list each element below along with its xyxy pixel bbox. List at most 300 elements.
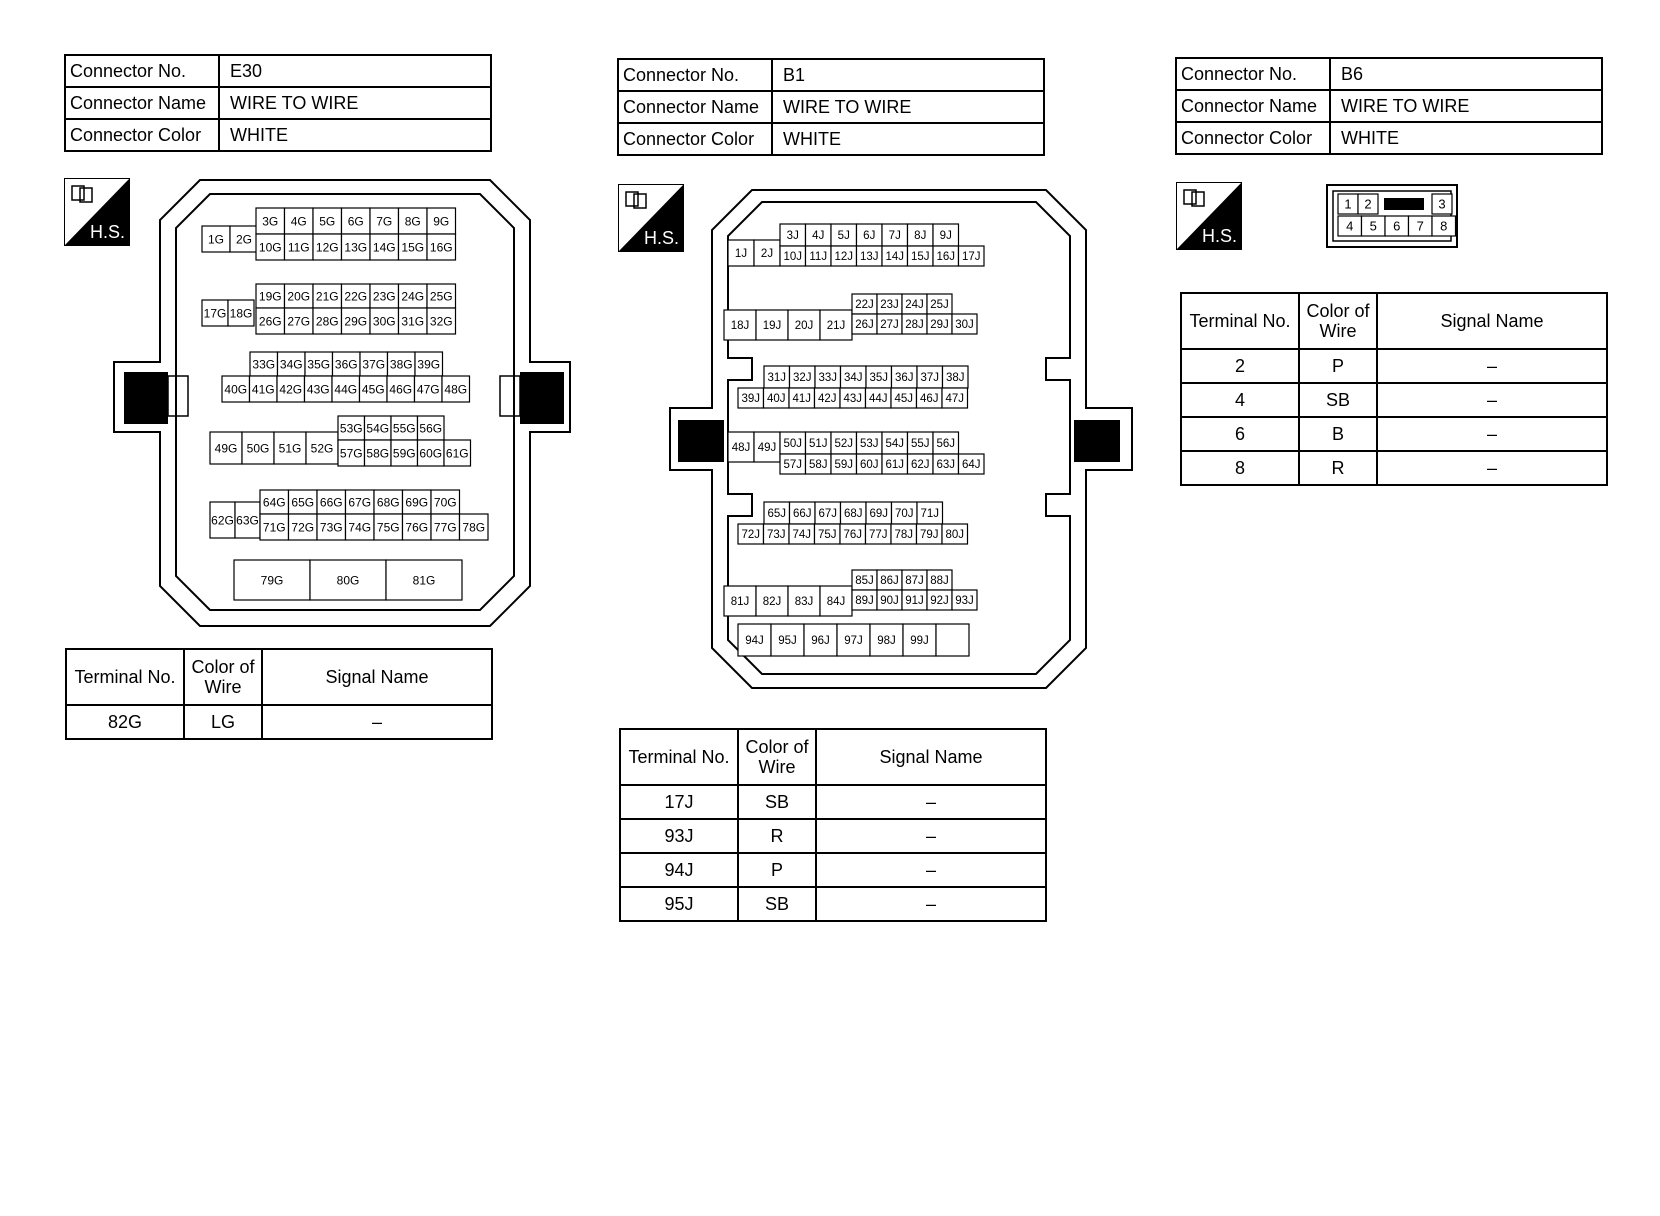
pin-label: 1J — [734, 248, 748, 261]
pin-cell — [370, 308, 399, 334]
pin-label: 5J — [837, 230, 850, 243]
pin-cell — [788, 310, 820, 340]
table-row — [620, 785, 1046, 819]
connector-no-label: Connector No. — [618, 59, 772, 91]
pin-label: 32J — [792, 372, 812, 385]
pin-label: 43G — [306, 382, 330, 397]
pin-label: 74J — [792, 529, 812, 542]
pin-cell — [903, 624, 936, 656]
signal-name-cell: – — [816, 887, 1046, 921]
pin-label: 68J — [843, 508, 863, 521]
pin-cell — [313, 308, 342, 334]
pin-label: 39G — [417, 357, 441, 372]
pin-label: 98J — [877, 635, 896, 648]
pin-label: 19J — [762, 320, 782, 333]
pin-label: 31G — [401, 314, 425, 329]
pin-label: 65J — [767, 508, 787, 521]
pin-cell — [342, 234, 371, 260]
pin-label: 27G — [287, 314, 311, 329]
pin-cell — [289, 490, 318, 514]
pin-label: 57J — [783, 459, 803, 472]
connector-color-value: WHITE — [219, 119, 491, 151]
pin-label: 8J — [914, 230, 927, 243]
pin-label: 62J — [910, 459, 930, 472]
pin-cell — [332, 376, 360, 402]
pin-cell — [313, 208, 342, 234]
pin-cell — [427, 208, 456, 234]
pin-cell — [927, 314, 952, 334]
signal-name-header: Signal Name — [1377, 293, 1607, 349]
pin-cell — [841, 366, 867, 388]
pin-cell — [754, 240, 780, 266]
pin-label: 28G — [315, 314, 339, 329]
pin-cell — [360, 376, 388, 402]
pin-label: 50G — [246, 441, 270, 456]
pin-cell — [806, 224, 832, 246]
pin-label: 86J — [880, 575, 899, 588]
pin-label: 20J — [794, 320, 814, 333]
pin-cell — [841, 502, 867, 524]
pin-cell — [764, 502, 790, 524]
pin-cell — [877, 314, 902, 334]
pin-cell — [415, 352, 443, 376]
pin-cell — [235, 502, 260, 538]
pin-label: 54J — [885, 438, 905, 451]
pin-label: 72G — [291, 520, 315, 535]
pin-label: 4 — [1346, 218, 1354, 234]
pin-cell — [870, 624, 903, 656]
pin-label: 80G — [336, 573, 360, 588]
pin-cell — [444, 440, 471, 466]
pin-cell — [780, 246, 806, 266]
pin-label: 74G — [348, 520, 372, 535]
pin-cell — [877, 294, 902, 314]
pin-label: 10G — [258, 240, 282, 255]
pin-label: 47J — [945, 393, 965, 406]
pin-cell — [399, 208, 428, 234]
pin-cell — [852, 314, 877, 334]
connector-name-label: Connector Name — [65, 87, 219, 119]
pin-label: 12G — [315, 240, 339, 255]
pin-cell — [908, 454, 934, 474]
pin-cell — [917, 502, 943, 524]
pin-grid-e30 — [202, 208, 488, 600]
table-row — [1181, 349, 1607, 383]
pin-label: 32G — [429, 314, 453, 329]
pin-cell — [210, 502, 235, 538]
pin-cell — [391, 440, 418, 466]
pin-label: 46G — [389, 382, 413, 397]
pin-label: 97J — [844, 635, 863, 648]
pin-label: 34J — [843, 372, 863, 385]
pin-label: 13J — [859, 251, 879, 264]
pin-label: 77J — [868, 529, 888, 542]
terminal-table-e30 — [65, 648, 493, 740]
pin-cell — [222, 376, 250, 402]
pin-cell — [202, 300, 228, 326]
pin-label: 29G — [344, 314, 368, 329]
terminal-no-header: Terminal No. — [1181, 293, 1299, 349]
pin-cell — [892, 366, 918, 388]
pin-label: 59G — [392, 446, 416, 461]
table-row — [620, 887, 1046, 921]
pin-label: 87J — [905, 575, 924, 588]
pin-label: 38G — [389, 357, 413, 372]
terminal-no-cell: 82G — [66, 705, 184, 739]
pin-cell — [780, 432, 806, 454]
terminal-no-header: Terminal No. — [66, 649, 184, 705]
table-row — [66, 705, 492, 739]
pin-label: 54G — [366, 421, 390, 436]
pin-label: 3J — [786, 230, 799, 243]
pin-cell — [840, 524, 866, 544]
pin-cell — [1432, 216, 1456, 236]
pin-cell — [1409, 216, 1433, 236]
pin-label: 6 — [1393, 218, 1401, 234]
pin-label: 88J — [930, 575, 949, 588]
pin-cell — [387, 376, 415, 402]
pin-cell — [370, 284, 399, 308]
wire-color-cell: P — [1299, 349, 1377, 383]
table-row — [620, 819, 1046, 853]
wire-color-cell: R — [738, 819, 816, 853]
pin-label: 1G — [207, 232, 225, 247]
pin-cell — [908, 224, 934, 246]
pin-cell — [789, 388, 815, 408]
table-row — [1181, 417, 1607, 451]
pin-cell — [933, 246, 959, 266]
pin-label: 5 — [1369, 218, 1377, 234]
pin-label: 18J — [730, 320, 750, 333]
pin-cell — [815, 502, 841, 524]
pin-label: 7 — [1416, 218, 1424, 234]
pin-cell — [365, 440, 392, 466]
pin-cell — [902, 314, 927, 334]
pin-label: 15J — [910, 251, 930, 264]
pin-cell — [285, 284, 314, 308]
pin-cell — [952, 590, 977, 610]
pin-cell — [917, 388, 943, 408]
pin-cell — [959, 246, 985, 266]
pin-label: 30G — [372, 314, 396, 329]
pin-label: 38J — [945, 372, 965, 385]
pin-cell — [724, 586, 756, 616]
pin-cell — [882, 432, 908, 454]
pin-label: 94J — [745, 635, 764, 648]
pin-cell — [1338, 194, 1358, 214]
pin-label: 55G — [392, 421, 416, 436]
signal-name-cell: – — [816, 819, 1046, 853]
pin-cell — [338, 416, 365, 440]
pin-label: 24G — [401, 289, 425, 304]
pin-cell — [306, 432, 338, 464]
pin-cell — [804, 624, 837, 656]
pin-cell — [892, 502, 918, 524]
pin-label: 34G — [279, 357, 303, 372]
pin-label: 30J — [955, 319, 974, 332]
connector-no-label: Connector No. — [65, 55, 219, 87]
pin-cell — [386, 560, 462, 600]
pin-cell — [230, 226, 258, 252]
pin-label: 15G — [401, 240, 425, 255]
pin-cell — [370, 208, 399, 234]
terminal-no-cell: 6 — [1181, 417, 1299, 451]
terminal-no-cell: 93J — [620, 819, 738, 853]
pin-cell — [840, 388, 866, 408]
color-of-wire-header: Color of Wire — [184, 649, 262, 705]
pin-label: 64G — [262, 495, 286, 510]
signal-name-header: Signal Name — [816, 729, 1046, 785]
pin-cell — [857, 224, 883, 246]
pin-cell — [866, 388, 892, 408]
pin-cell — [431, 490, 460, 514]
pin-label: 22J — [855, 299, 874, 312]
pin-label: 67J — [818, 508, 838, 521]
signal-name-cell: – — [1377, 383, 1607, 417]
pin-label: 79G — [260, 573, 284, 588]
pin-cell — [806, 432, 832, 454]
pin-label: 23J — [880, 299, 899, 312]
pin-label: 27J — [880, 319, 899, 332]
pin-label: 43J — [843, 393, 863, 406]
pin-cell — [857, 454, 883, 474]
pin-cell — [877, 590, 902, 610]
color-of-wire-header: Color of Wire — [1299, 293, 1377, 349]
pin-label: 51J — [808, 438, 828, 451]
pin-label: 53J — [859, 438, 879, 451]
pin-label: 19G — [258, 289, 282, 304]
pin-label: 95J — [778, 635, 797, 648]
pin-label: 73G — [319, 520, 343, 535]
pin-cell — [313, 234, 342, 260]
pin-grid-b6 — [1338, 194, 1456, 236]
pin-cell — [837, 624, 870, 656]
pin-label: 66J — [792, 508, 812, 521]
pin-label: 83J — [794, 596, 814, 609]
pin-cell — [256, 308, 285, 334]
pin-cell — [234, 560, 310, 600]
pin-label: 9J — [939, 230, 952, 243]
pin-cell — [902, 294, 927, 314]
pin-cell — [250, 352, 278, 376]
pin-cell — [780, 224, 806, 246]
pin-label: 76G — [405, 520, 429, 535]
pin-cell — [877, 570, 902, 590]
pin-cell — [256, 284, 285, 308]
connector-info-table-b6 — [1175, 57, 1603, 155]
pin-label: 41G — [251, 382, 275, 397]
pin-cell — [346, 514, 375, 540]
pin-cell — [285, 208, 314, 234]
pin-label: 53G — [339, 421, 363, 436]
pin-cell — [342, 208, 371, 234]
pin-cell — [738, 388, 764, 408]
pin-cell — [933, 454, 959, 474]
pin-label: 49G — [214, 441, 238, 456]
pin-label: 17J — [961, 251, 981, 264]
pin-cell — [365, 416, 392, 440]
harness-side-icon — [1176, 182, 1242, 250]
pin-label: 50J — [783, 438, 803, 451]
pin-label: 58J — [808, 459, 828, 472]
pin-cell — [427, 234, 456, 260]
pin-cell — [866, 524, 892, 544]
pin-cell — [917, 366, 943, 388]
pin-cell — [256, 208, 285, 234]
pin-cell — [418, 440, 445, 466]
wire-color-cell: B — [1299, 417, 1377, 451]
pin-cell — [1358, 194, 1378, 214]
pin-cell — [228, 300, 254, 326]
pin-cell — [418, 416, 445, 440]
pin-label: 79J — [919, 529, 939, 542]
pin-label: 81G — [412, 573, 436, 588]
pin-cell — [780, 454, 806, 474]
pin-cell — [933, 432, 959, 454]
pin-label: 66G — [319, 495, 343, 510]
hs-label: H.S. — [1202, 226, 1238, 246]
pin-cell — [1362, 216, 1386, 236]
connector-face-b6 — [1326, 184, 1460, 250]
connector-name-value: WIRE TO WIRE — [1330, 90, 1602, 122]
connector-no-value: B6 — [1330, 58, 1602, 90]
pin-label: 85J — [855, 575, 874, 588]
pin-label: 73J — [766, 529, 786, 542]
pin-cell — [936, 624, 969, 656]
wire-color-cell: R — [1299, 451, 1377, 485]
connector-color-label: Connector Color — [618, 123, 772, 155]
pin-label: 48G — [444, 382, 468, 397]
pin-label: 58G — [366, 446, 390, 461]
pin-label: 6J — [863, 230, 876, 243]
terminal-table-b6 — [1180, 292, 1608, 486]
pin-cell — [1385, 216, 1409, 236]
pin-label: 51G — [278, 441, 302, 456]
pin-cell — [427, 308, 456, 334]
connector-face-e30 — [110, 176, 580, 636]
connector-face-b1 — [666, 188, 1136, 698]
pin-cell — [431, 514, 460, 540]
pin-label: 44J — [868, 393, 888, 406]
pin-label: 41J — [792, 393, 812, 406]
pin-cell — [285, 234, 314, 260]
pin-label: 5G — [319, 214, 336, 229]
pin-cell — [917, 524, 943, 544]
pin-label: 69G — [405, 495, 429, 510]
pin-label: 3G — [262, 214, 279, 229]
polarity-key — [1384, 198, 1424, 210]
pin-cell — [927, 590, 952, 610]
pin-label: 71J — [920, 508, 940, 521]
connector-color-label: Connector Color — [65, 119, 219, 151]
terminal-no-cell: 95J — [620, 887, 738, 921]
connector-name-label: Connector Name — [618, 91, 772, 123]
pin-cell — [728, 240, 754, 266]
pin-label: 18G — [229, 306, 253, 321]
pin-label: 76J — [843, 529, 863, 542]
pin-cell — [790, 366, 816, 388]
pin-label: 71G — [262, 520, 286, 535]
pin-label: 21J — [826, 320, 846, 333]
pin-cell — [278, 352, 306, 376]
pin-label: 69J — [869, 508, 889, 521]
pin-cell — [789, 524, 815, 544]
signal-name-cell: – — [262, 705, 492, 739]
pin-label: 46J — [919, 393, 939, 406]
pin-cell — [891, 388, 917, 408]
pin-label: 80J — [945, 529, 965, 542]
pin-cell — [933, 224, 959, 246]
pin-cell — [902, 590, 927, 610]
pin-cell — [317, 514, 346, 540]
table-row — [1181, 383, 1607, 417]
pin-cell — [338, 440, 365, 466]
terminal-table-b1 — [619, 728, 1047, 922]
pin-label: 81J — [730, 596, 750, 609]
pin-label: 63G — [236, 513, 259, 528]
color-of-wire-header: Color of Wire — [738, 729, 816, 785]
connector-name-value: WIRE TO WIRE — [219, 87, 491, 119]
pin-label: 78J — [894, 529, 914, 542]
terminal-no-header: Terminal No. — [620, 729, 738, 785]
pin-label: 39J — [741, 393, 761, 406]
table-row — [1181, 451, 1607, 485]
pin-label: 78G — [462, 520, 486, 535]
pin-cell — [942, 388, 968, 408]
table-row — [620, 853, 1046, 887]
pin-label: 13G — [344, 240, 368, 255]
pin-label: 16J — [936, 251, 956, 264]
pin-cell — [415, 376, 443, 402]
pin-cell — [815, 524, 841, 544]
pin-label: 63J — [936, 459, 956, 472]
pin-label: 11J — [809, 251, 828, 264]
pin-cell — [724, 310, 756, 340]
pin-cell — [908, 246, 934, 266]
pin-label: 2J — [760, 248, 774, 261]
pin-cell — [866, 502, 892, 524]
terminal-no-cell: 8 — [1181, 451, 1299, 485]
wire-color-cell: LG — [184, 705, 262, 739]
pin-label: 40J — [766, 393, 786, 406]
pin-cell — [370, 234, 399, 260]
pin-cell — [305, 376, 333, 402]
pin-label: 2 — [1364, 196, 1372, 212]
pin-cell — [346, 490, 375, 514]
pin-cell — [442, 376, 470, 402]
pin-cell — [1432, 194, 1452, 214]
pin-label: 89J — [855, 595, 874, 608]
pin-label: 60G — [419, 446, 443, 461]
pin-label: 29J — [930, 319, 949, 332]
wire-color-cell: SB — [1299, 383, 1377, 417]
pin-label: 84J — [826, 596, 846, 609]
pin-label: 2G — [235, 232, 253, 247]
pin-label: 25J — [930, 299, 949, 312]
pin-cell — [333, 352, 361, 376]
pin-cell — [210, 432, 242, 464]
pin-label: 33G — [252, 357, 276, 372]
pin-label: 14G — [372, 240, 396, 255]
terminal-no-cell: 2 — [1181, 349, 1299, 383]
pin-label: 37J — [920, 372, 940, 385]
pin-cell — [738, 624, 771, 656]
pin-label: 52G — [310, 441, 334, 456]
pin-grid-b1 — [724, 224, 984, 656]
pin-cell — [342, 284, 371, 308]
terminal-no-cell: 94J — [620, 853, 738, 887]
pin-label: 55J — [910, 438, 930, 451]
